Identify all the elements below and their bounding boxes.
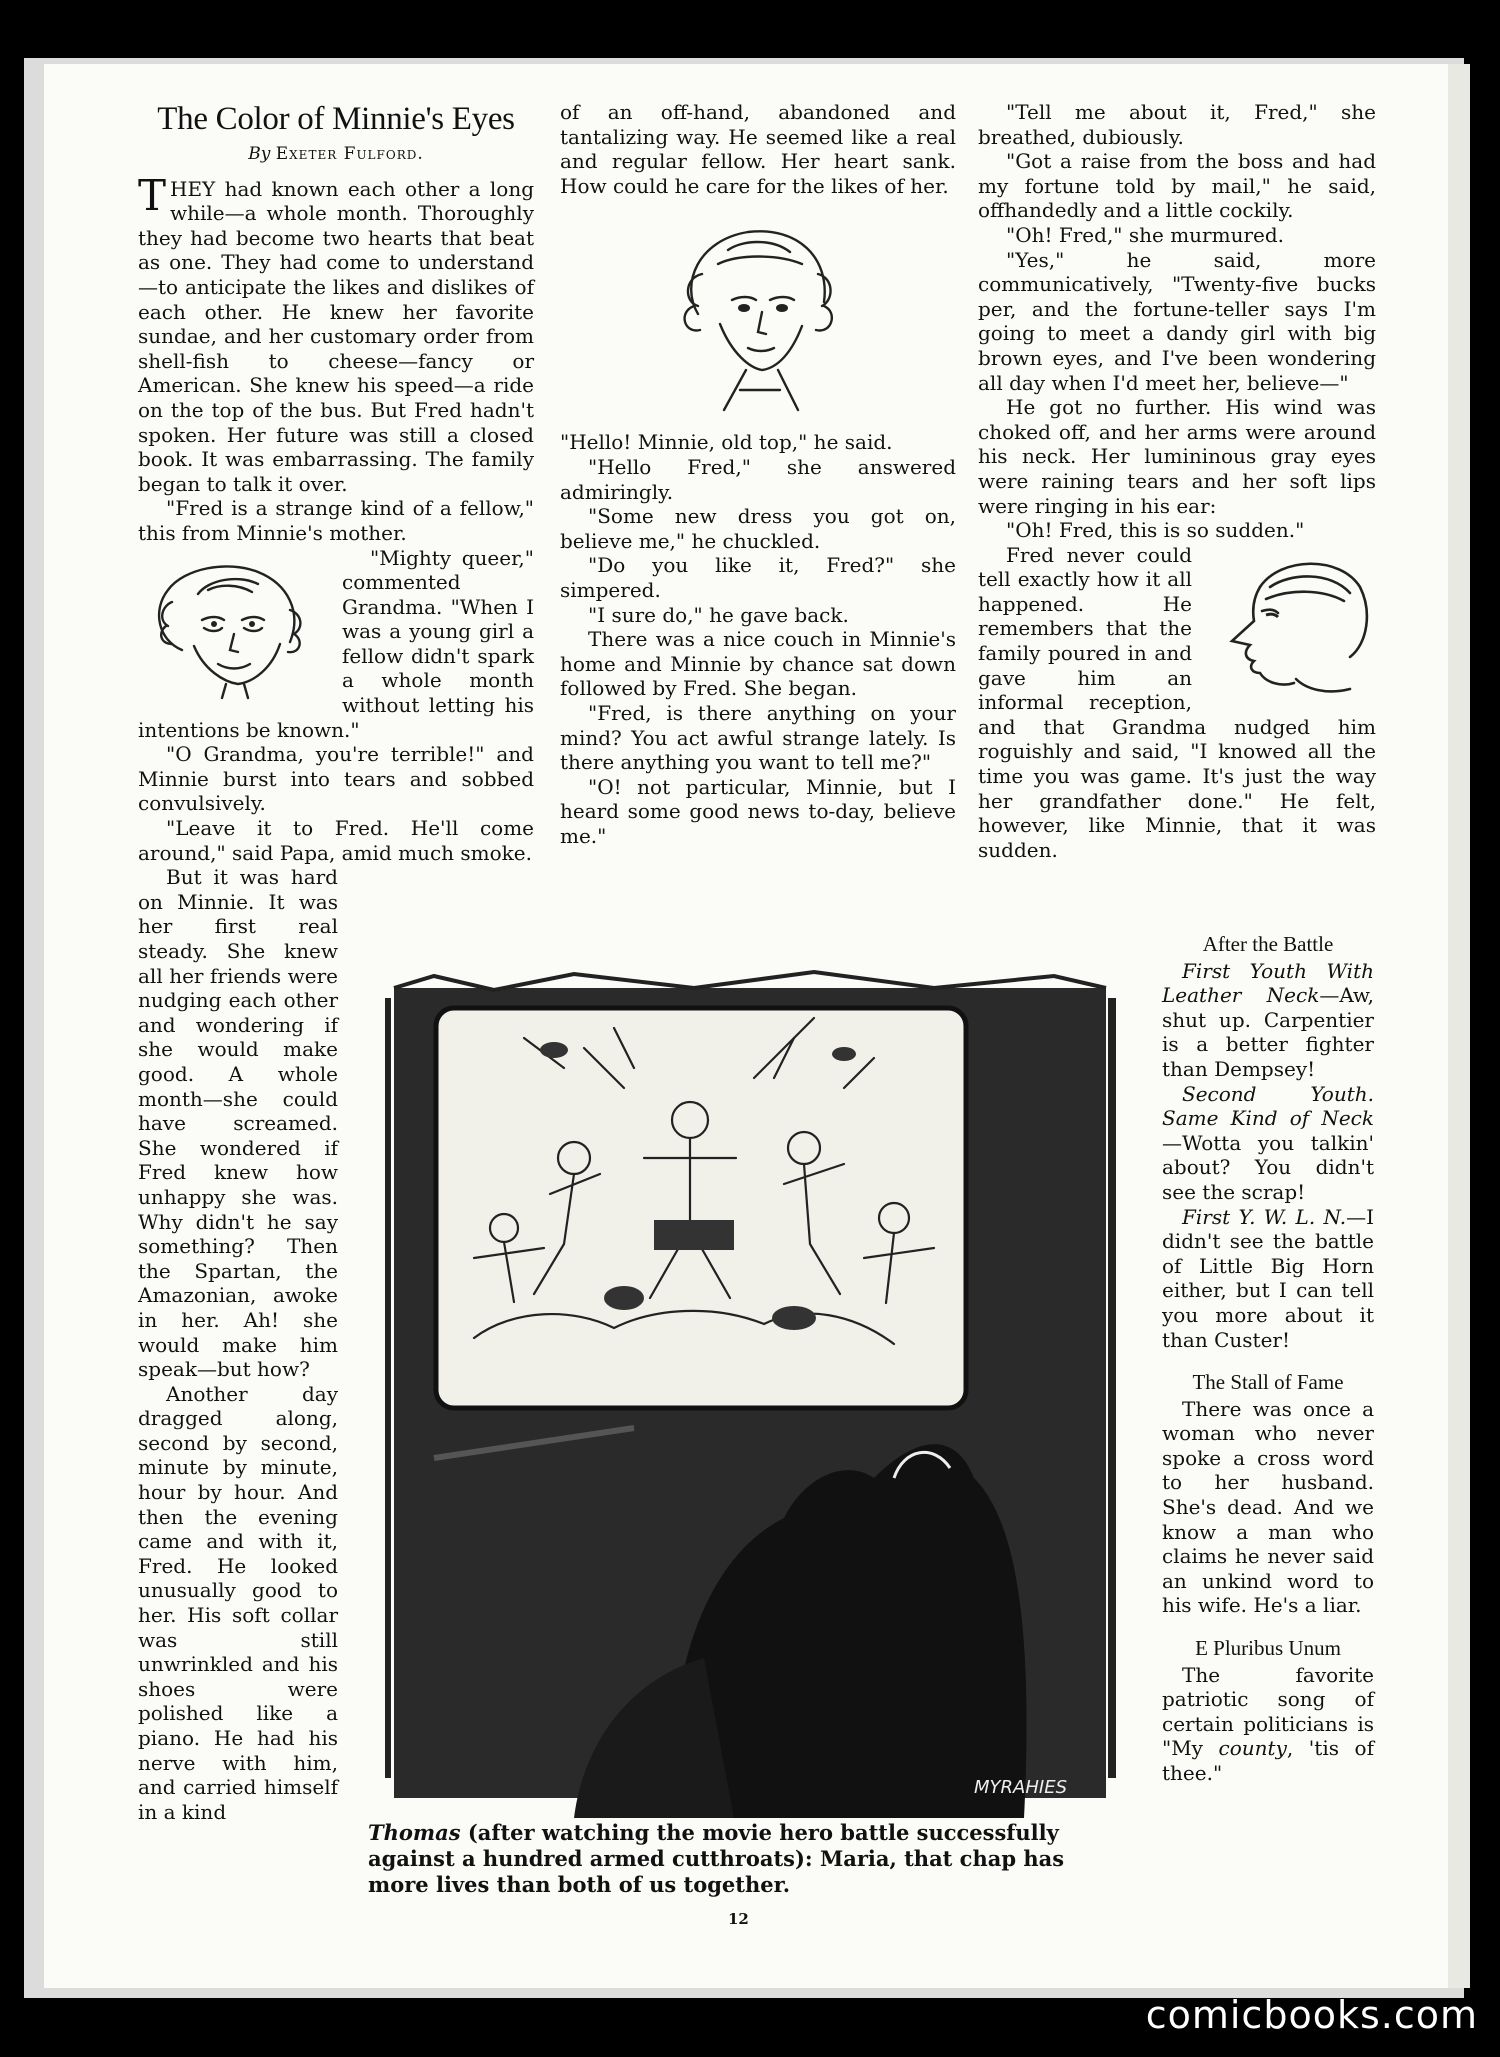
byline-author: Exeter Fulford. bbox=[275, 144, 424, 164]
drop-cap: T bbox=[138, 170, 167, 220]
paragraph: THEY had known each other a long while—a whole month. Thoroughly they had become two hearts that beat as one. They had come to understand—to anticipate the likes and dislikes of each other. He knew her favorite sundae, and her customary order from shell-fish to cheese—fancy or American. She knew his speed—a ride on the top of the bus. But Fred hadn't spoken. Her future was still a closed book. It was embarrassing. The family began to talk it over. bbox=[138, 170, 534, 496]
article-column-2 bbox=[560, 100, 956, 848]
joke-line: First Y. W. L. N.—I didn't see the battle of Little Big Horn either, but I can tell you more about it than Custer! bbox=[1162, 1204, 1374, 1352]
article-byline bbox=[138, 142, 534, 167]
paragraph: "Fred, is there anything on your mind? You act awful strange lately. Is there anything you want to tell me?" bbox=[560, 700, 956, 775]
paragraph: But it was hard on Minnie. It was her first real steady. She knew all her friends were nudging each other and wondering if she would make good. A whole month—she could have screamed. She wondered if Fred knew how unhappy she was. Why didn't he say something? Then the Spartan, the Amazonian, awoke in her. Ah! she would make him speak—but how? bbox=[138, 865, 338, 1382]
paragraph: He got no further. His wind was choked off, and her arms were around his neck. Her lumininous gray eyes were raining tears and her soft lips were ringing in his ear: bbox=[978, 395, 1376, 518]
minnie-illustration bbox=[560, 198, 956, 430]
sidebar-title-after-the-battle: After the Battle bbox=[1202, 932, 1334, 956]
paragraph: Another day dragged along, second by second, minute by minute, hour by hour. And then the evening came and with it, Fred. He looked unusually good to her. His soft collar was still unwrinkled and his shoes were polished like a piano. He had his nerve with him, and carried himself in a kind bbox=[138, 1381, 338, 1824]
paragraph: "Oh! Fred," she murmured. bbox=[1006, 222, 1285, 247]
sidebar-title-e-pluribus-unum: E Pluribus Unum bbox=[1195, 1636, 1341, 1661]
paragraph: "Mighty queer," commented Grandma. "When I was a young girl a fellow didn't spark a whole month without letting his intentions be known." bbox=[138, 545, 534, 742]
paragraph: "Leave it to Fred. He'll come around," said Papa, amid much smoke. bbox=[138, 816, 534, 865]
paragraph: "Tell me about it, Fred," she breathed, dubiously. bbox=[978, 100, 1376, 149]
profile-illustration bbox=[1200, 547, 1376, 707]
paragraph: "O! not particular, Minnie, but I heard some good news to-day, believe me." bbox=[560, 774, 956, 848]
sidebar-jokes bbox=[1162, 926, 1374, 1786]
article-title: The Color of Minnie's Eyes bbox=[157, 101, 515, 137]
caption-name: Thomas bbox=[368, 1820, 461, 1845]
paragraph: There was a nice couch in Minnie's home and Minnie by chance sat down followed by Fred. She began. bbox=[560, 627, 956, 701]
paragraph: "Oh! Fred, this is so sudden." bbox=[1006, 518, 1305, 543]
paragraph: "Hello! Minnie, old top," he said. bbox=[560, 430, 893, 455]
paragraph: "I sure do," he gave back. bbox=[588, 602, 849, 627]
grandma-illustration bbox=[138, 550, 334, 700]
paragraph: "Some new dress you got on, believe me," he chuckled. bbox=[560, 504, 956, 553]
paragraph: "Yes," he said, more communicatively, "Twenty-five bucks per, and the fortune-teller says I'm going to meet a dandy girl with big brown eyes, and I've been wondering all day when I'd meet her, believe—" bbox=[978, 247, 1376, 395]
page-number: 12 bbox=[728, 1910, 749, 1928]
joke-line: Second Youth. Same Kind of Neck—Wotta you talkin' about? You didn't see the scrap! bbox=[1162, 1081, 1374, 1204]
paragraph: "Do you like it, Fred?" she simpered. bbox=[560, 553, 956, 602]
joke-line: There was once a woman who never spoke a cross word to her husband. She's dead. And we know a man who claims he never said an unkind word to his wife. He's a liar. bbox=[1162, 1396, 1374, 1618]
cartoon-caption bbox=[368, 1820, 1128, 1898]
movie-theater-scene-icon bbox=[374, 958, 1126, 1820]
woman-profile-sketch-icon bbox=[1200, 547, 1376, 707]
paragraph: "O Grandma, you're terrible!" and Minnie burst into tears and sobbed convulsively. bbox=[138, 742, 534, 816]
artist-signature: MYRAHIES bbox=[974, 1777, 1067, 1798]
paragraph: "Hello Fred," she answered admiringly. bbox=[560, 454, 956, 504]
site-watermark: comicbooks.com bbox=[1145, 1993, 1478, 2037]
caption-text: (after watching the movie hero battle successfully against a hundred armed cutthroats): Maria, that chap has more lives than both of us together. bbox=[368, 1820, 1065, 1897]
joke-line: First Youth With Leather Neck—Aw, shut up. Carpentier is a better fighter than Dempsey! bbox=[1162, 958, 1374, 1081]
joke-line: The favorite patriotic song of certain politicians is "My county, 'tis of thee." bbox=[1162, 1662, 1374, 1785]
paragraph: "Fred is a strange kind of a fellow," this from Minnie's mother. bbox=[138, 496, 534, 545]
woman-face-sketch-icon bbox=[138, 550, 334, 700]
paragraph: of an off-hand, abandoned and tantalizing way. He seemed like a real and regular fellow. Her heart sank. How could he care for the likes of her. bbox=[560, 100, 956, 198]
page-edge bbox=[1448, 64, 1470, 1988]
sidebar-title-stall-of-fame: The Stall of Fame bbox=[1192, 1370, 1344, 1395]
byline-by: By bbox=[248, 144, 271, 164]
girl-face-sketch-icon bbox=[658, 214, 858, 414]
paragraph: Fred never could tell exactly how it all happened. He remembers that the family poured in and gave him an informal reception, and that Grandma nudged him roguishly and said, "I knowed all the time you was game. It's just the way her grandfather done." He felt, however, like Minnie, that it was sudden. bbox=[978, 542, 1376, 862]
cartoon-illustration bbox=[374, 958, 1126, 1820]
article-column-3 bbox=[978, 100, 1376, 862]
paragraph: "Got a raise from the boss and had my fortune told by mail," he said, offhandedly and a little cockily. bbox=[978, 149, 1376, 223]
